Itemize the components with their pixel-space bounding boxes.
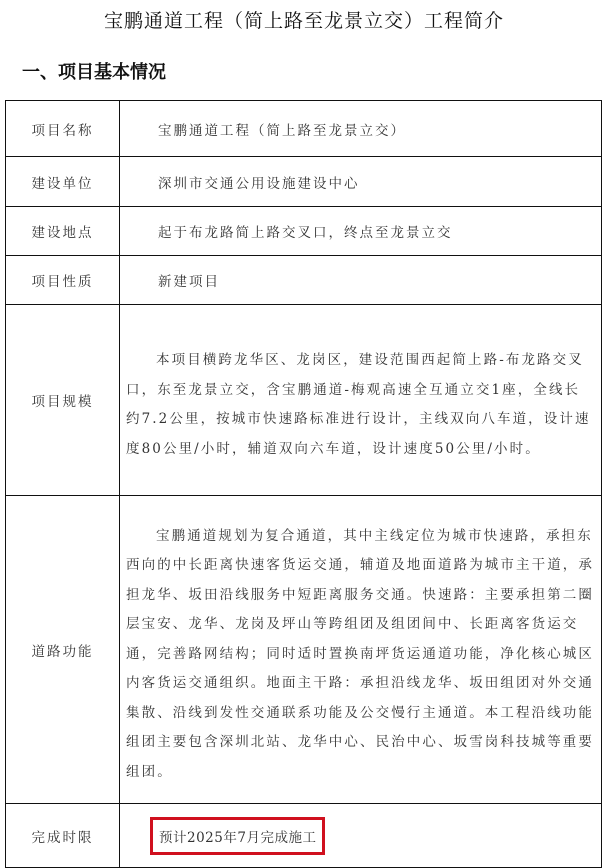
table-row [6, 207, 602, 256]
row-label: 建设地点 [6, 207, 120, 256]
row-value: 新建项目 [120, 256, 602, 305]
row-value: 深圳市交通公用设施建设中心 [120, 157, 602, 207]
highlighted-completion-date: 预计2025年7月完成施工 [150, 817, 325, 855]
row-label: 完成时限 [6, 804, 120, 868]
table-row [6, 305, 602, 496]
row-label: 建设单位 [6, 157, 120, 207]
table-row [6, 804, 602, 868]
row-label: 项目名称 [6, 101, 120, 157]
row-label: 项目性质 [6, 256, 120, 305]
project-info-table [5, 100, 602, 868]
row-label: 道路功能 [6, 496, 120, 804]
page-title: 宝鹏通道工程（简上路至龙景立交）工程简介 [103, 10, 504, 32]
row-value: 宝鹏通道工程（简上路至龙景立交） [120, 101, 602, 157]
section-heading: 一、项目基本情况 [22, 62, 166, 83]
table-row [6, 157, 602, 207]
table-row [6, 256, 602, 305]
row-label: 项目规模 [6, 305, 120, 496]
row-value: 起于布龙路简上路交叉口，终点至龙景立交 [120, 207, 602, 256]
row-value: 本项目横跨龙华区、龙岗区，建设范围西起简上路-布龙路交叉口，东至龙景立交，含宝鹏通道-梅观高速全互通立交1座，全线长约7.2公里，按城市快速路标准进行设计，主线双向八车道，设计速度80公里/小时，辅道双向六车道，设计速度50公里/小时。 [120, 305, 602, 496]
row-value: 宝鹏通道规划为复合通道，其中主线定位为城市快速路，承担东西向的中长距离快速客货运交通，辅道及地面道路为城市主干道，承担龙华、坂田沿线服务中短距离服务交通。快速路：主要承担第二圈层宝安、龙华、龙岗及坪山等跨组团及组团间中、长距离客货运交通，完善路网结构；同时适时置换南坪货运通道功能，净化核心城区内客货运交通组织。地面主干路：承担沿线龙华、坂田组团对外交通集散、沿线到发性交通联系功能及公交慢行主通道。本工程沿线功能组团主要包含深圳北站、龙华中心、民治中心、坂雪岗科技城等重要组团。 [120, 496, 602, 804]
table-row [6, 101, 602, 157]
table-row [6, 496, 602, 804]
